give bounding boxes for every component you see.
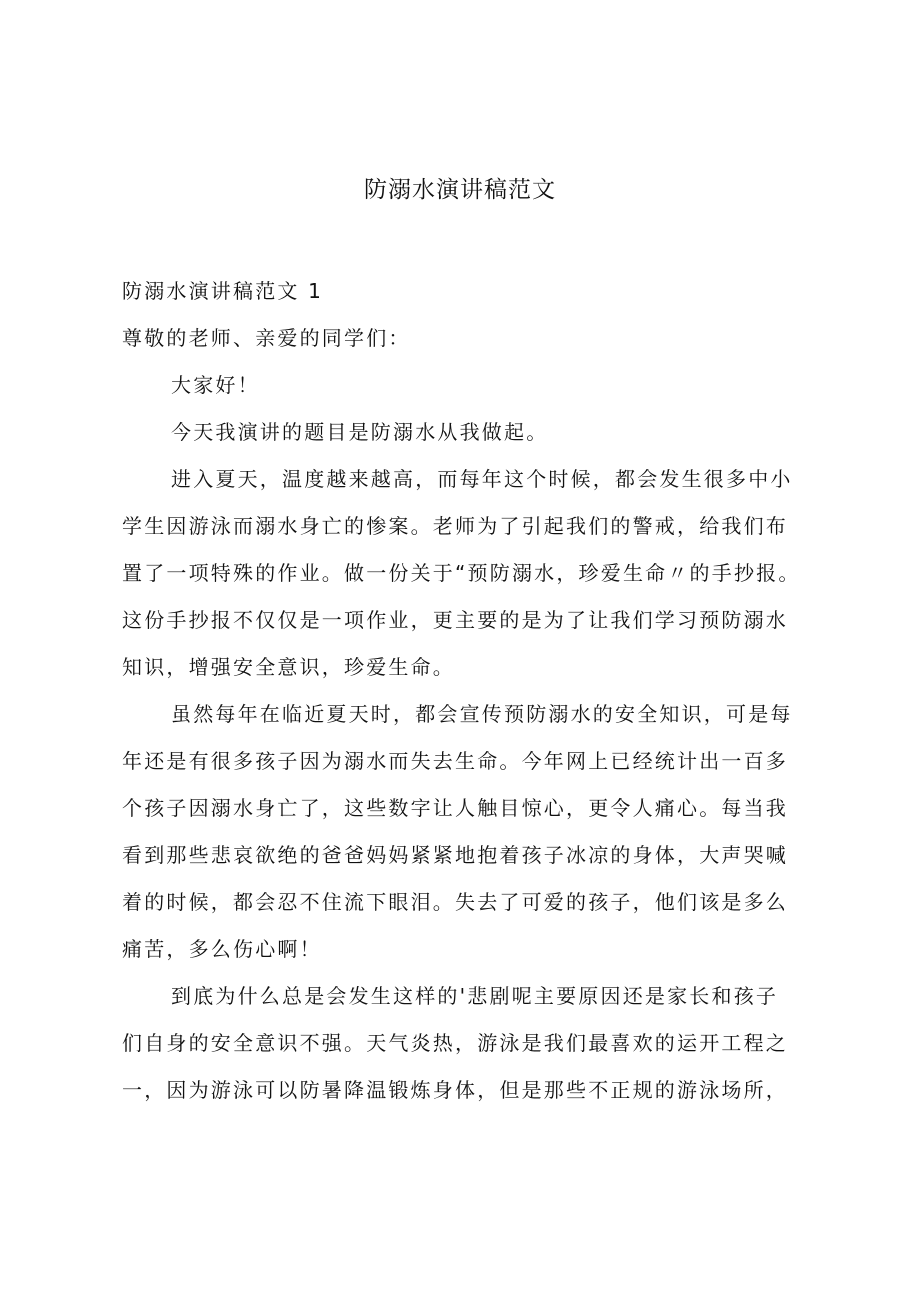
text-line: 一，因为游泳可以防暑降温锻炼身体，但是那些不正规的游泳场所，: [122, 1078, 788, 1102]
text-line: 着的时候，都会忍不住流下眼泪。失去了可爱的孩子，他们该是多么: [122, 890, 788, 914]
text-line: 进入夏天，温度越来越高，而每年这个时候，都会发生很多中小: [171, 467, 793, 491]
text-line: 到底为什么总是会发生这样的'悲剧呢主要原因还是家长和孩子: [171, 984, 779, 1008]
text-line: 防溺水演讲稿范文 1: [122, 279, 324, 303]
document-title: 防溺水演讲稿范文: [364, 177, 556, 203]
document-body: [122, 268, 818, 1114]
text-line: 个孩子因溺水身亡了，这些数字让人触目惊心，更令人痛心。每当我: [122, 796, 788, 820]
text-line: 痛苦，多么伤心啊！: [122, 937, 322, 961]
text-line: 这份手抄报不仅仅是一项作业，更主要的是为了让我们学习预防溺水: [122, 608, 788, 632]
text-line: 看到那些悲哀欲绝的爸爸妈妈紧紧地抱着孩子冰凉的身体，大声哭喊: [122, 843, 788, 867]
text-line: 们自身的安全意识不强。天气炎热，游泳是我们最喜欢的运开工程之: [122, 1031, 788, 1055]
text-line: 学生因游泳而溺水身亡的惨案。老师为了引起我们的警戒，给我们布: [122, 514, 788, 538]
text-line: 知识，增强安全意识，珍爱生命。: [122, 655, 455, 679]
text-line: 尊敬的老师、亲爱的同学们：: [122, 326, 411, 350]
text-line: 今天我演讲的题目是防溺水从我做起。: [171, 420, 549, 444]
text-line: 置了一项特殊的作业。做一份关于“预防溺水，珍爱生命〃的手抄报。: [122, 561, 801, 585]
text-line: 大家好！: [171, 373, 260, 397]
text-line: 虽然每年在临近夏天时，都会宣传预防溺水的安全知识，可是每: [171, 702, 793, 726]
text-line: 年还是有很多孩子因为溺水而失去生命。今年网上已经统计出一百多: [122, 749, 788, 773]
